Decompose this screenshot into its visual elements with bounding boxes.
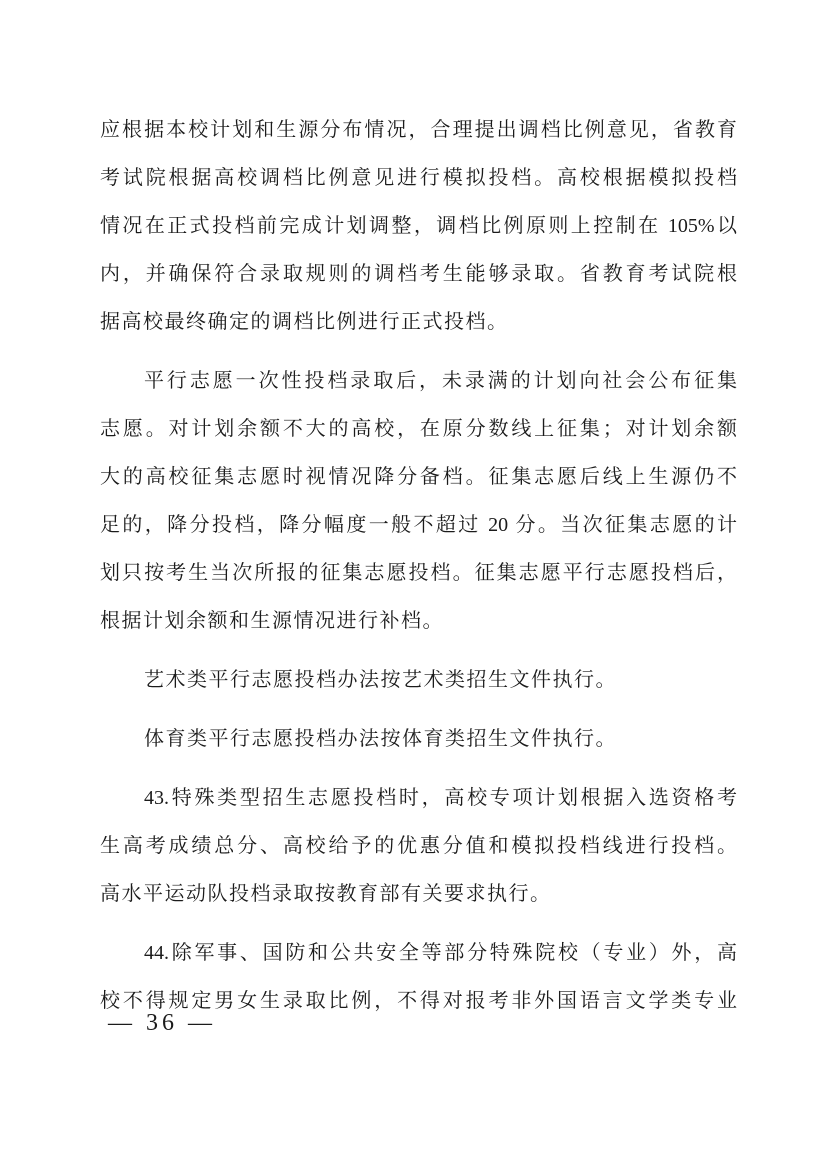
text-line: 情况在正式投档前完成计划调整，调档比例原则上控制在 105%以	[100, 215, 737, 237]
text-line: 高水平运动队投档录取按教育部有关要求执行。	[100, 883, 552, 905]
paragraph-yishu-lei	[100, 656, 737, 704]
text-block	[100, 106, 737, 1025]
text-line: 生高考成绩总分、高校给予的优惠分值和模拟投档线进行投档。	[100, 835, 737, 857]
text-line: 44.除军事、国防和公共安全等部分特殊院校（专业）外，高	[144, 942, 737, 964]
text-line: 内，并确保符合录取规则的调档考生能够录取。省教育考试院根	[100, 263, 737, 285]
paragraph-item-43	[100, 774, 737, 918]
text-line: 足的，降分投档，降分幅度一般不超过 20 分。当次征集志愿的计	[100, 514, 737, 536]
text-line: 根据计划余额和生源情况进行补档。	[100, 610, 444, 632]
text-line: 考试院根据高校调档比例意见进行模拟投档。高校根据模拟投档	[100, 167, 737, 189]
paragraph-zhengji-zhiyuan	[100, 357, 737, 645]
text-line: 平行志愿一次性投档录取后，未录满的计划向社会公布征集	[144, 370, 737, 392]
text-line: 据高校最终确定的调档比例进行正式投档。	[100, 311, 509, 333]
text-line: 划只按考生当次所报的征集志愿投档。征集志愿平行志愿投档后，	[100, 562, 737, 584]
text-line: 43.特殊类型招生志愿投档时，高校专项计划根据入选资格考	[144, 787, 737, 809]
text-line: 大的高校征集志愿时视情况降分备档。征集志愿后线上生源仍不	[100, 466, 737, 488]
text-line: 校不得规定男女生录取比例，不得对报考非外国语言文学类专业	[100, 990, 737, 1012]
text-line: 艺术类平行志愿投档办法按艺术类招生文件执行。	[144, 669, 617, 691]
text-line: 应根据本校计划和生源分布情况，合理提出调档比例意见，省教育	[100, 119, 737, 141]
paragraph-continuation	[100, 106, 737, 346]
text-line: 志愿。对计划余额不大的高校，在原分数线上征集；对计划余额	[100, 418, 737, 440]
page-number: — 36 —	[108, 1010, 216, 1036]
text-line: 体育类平行志愿投档办法按体育类招生文件执行。	[144, 728, 617, 750]
paragraph-tiyu-lei	[100, 715, 737, 763]
